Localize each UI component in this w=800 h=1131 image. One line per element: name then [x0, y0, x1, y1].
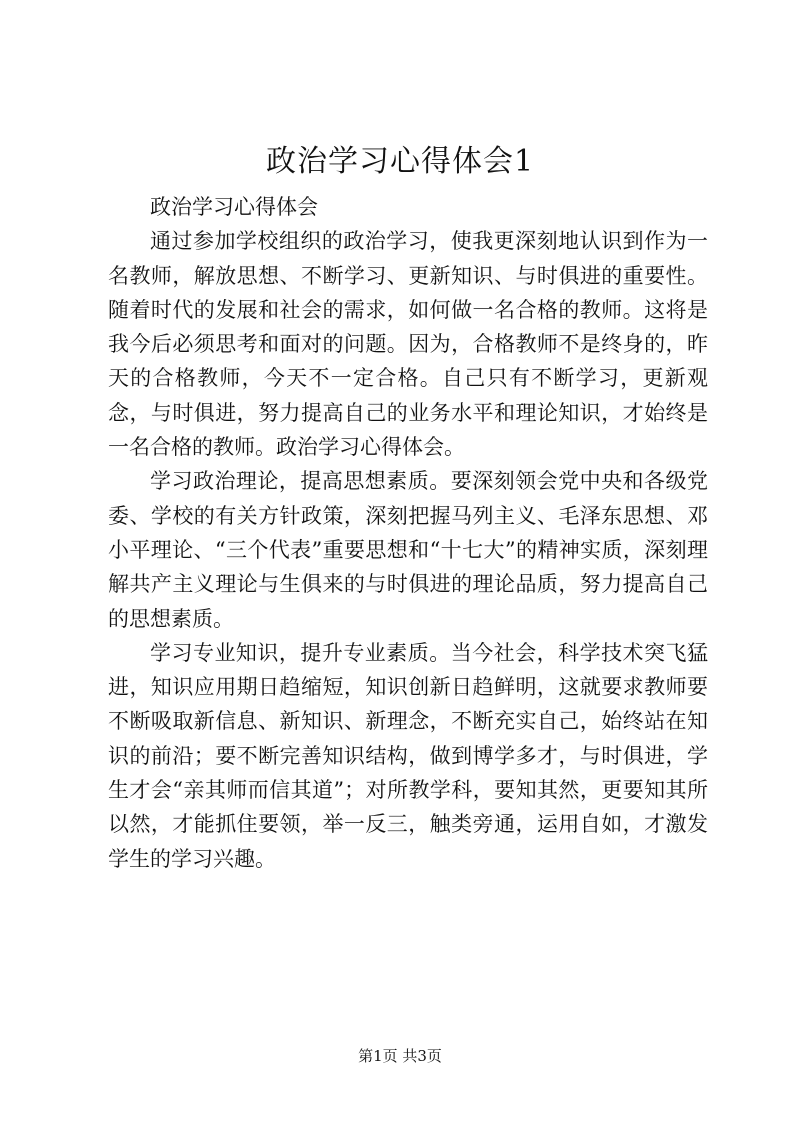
paragraph-2: 学习政治理论，提高思想素质。要深刻领会党中央和各级党委、学校的有关方针政策，深刻把握马列主义、毛泽东思想、邓小平理论、“三个代表”重要思想和“十七大”的精神实质，深刻理解共产主义理论与生俱来的与时俱进的理论品质，努力提高自己的思想素质。 — [108, 469, 708, 631]
page-title: 政治学习心得体会1 — [265, 144, 535, 179]
section-subheading: 政治学习心得体会 — [150, 195, 318, 219]
document-body — [108, 190, 708, 876]
page-footer: 第1页 共3页 — [358, 1047, 442, 1065]
paragraph-3: 学习专业知识，提升专业素质。当今社会，科学技术突飞猛进，知识应用期日趋缩短，知识创新日趋鲜明，这就要求教师要不断吸取新信息、新知识、新理念，不断充实自己，始终站在知识的前沿；要不断完善知识结构，做到博学多才，与时俱进，学生才会“亲其师而信其道”；对所教学科，要知其然，更要知其所以然，才能抓住要领，举一反三，触类旁通，运用自如，才激发学生的学习兴趣。 — [108, 640, 708, 871]
paragraph-1: 通过参加学校组织的政治学习，使我更深刻地认识到作为一名教师，解放思想、不断学习、更新知识、与时俱进的重要性。随着时代的发展和社会的需求，如何做一名合格的教师。这将是我今后必须思考和面对的问题。因为，合格教师不是终身的，昨天的合格教师，今天不一定合格。自己只有不断学习，更新观念，与时俱进，努力提高自己的业务水平和理论知识，才始终是一名合格的教师。政治学习心得体会。 — [108, 229, 708, 460]
